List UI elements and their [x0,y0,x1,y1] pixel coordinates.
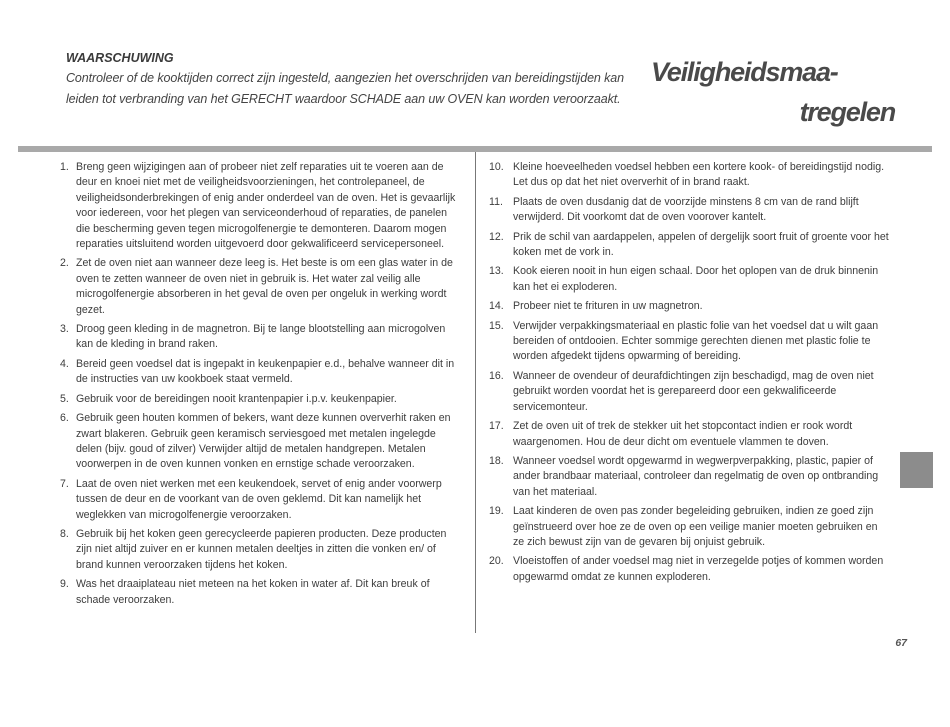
item-number: 16. [489,369,504,382]
list-item [60,322,464,353]
item-text: Zet de oven uit of trek de stekker uit het stopcontact indien er rook wordt waargenomen. Hou de deur dicht om eventuele vlammen te doven. [513,420,853,448]
column-divider [475,152,476,633]
list-item [489,419,889,450]
item-text: Verwijder verpakkingsmateriaal en plastic folie van het voedsel dat u wilt gaan bereiden of ontdooien. Echter sommige gerechten dienen met plastic folie te worden afgedekt tijdens opwarming of bereiding. [513,319,879,363]
item-text: Vloeistoffen of ander voedsel mag niet in verzegelde potjes of kommen worden opgewarmd omdat ze kunnen exploderen. [513,555,884,583]
item-text: Wanneer voedsel wordt opgewarmd in wegwerpverpakking, plastic, papier of ander brandbaar materiaal, controleer dan regelmatig de oven op ontbranding van het materiaal. [513,454,879,498]
item-text: Zet de oven niet aan wanneer deze leeg is. Het beste is om een glas water in de oven te zetten wanneer de oven niet in gebruik is. Het water zal veilig alle microgolfenergie absorberen in het geval de oven per ongeluk in werking wordt gezet. [76,257,453,316]
list-item [60,411,464,473]
item-number: 15. [489,319,504,332]
item-number: 4. [60,357,69,370]
list-item [489,319,889,365]
item-number: 3. [60,323,69,336]
item-text: Gebruik geen houten kommen of bekers, want deze kunnen oververhit raken en zwart blakeren. Gebruik geen keramisch serviesgoed met metalen ingelegde delen (bijv. goud of zilver) Verwijder altijd de metalen handgrepen. Metalen voorwerpen in de oven kunnen vonken en ernstige schade veroorzaken. [76,412,451,471]
list-item [60,527,464,573]
item-number: 13. [489,265,504,278]
item-number: 11. [489,195,503,208]
list-item [60,392,464,407]
item-text: Wanneer de ovendeur of deurafdichtingen zijn beschadigd, mag de oven niet gebruikt worden voordat het is gerepareerd door een gekwalificeerde servicemonteur. [513,369,874,413]
item-number: 18. [489,454,504,467]
list-item [489,369,889,415]
list-item [60,160,464,252]
item-text: Was het draaiplateau niet meteen na het koken in water af. Dit kan breuk of schade veroorzaken. [76,578,430,606]
list-item [60,477,464,523]
list-item [60,577,464,608]
item-text: Kleine hoeveelheden voedsel hebben een kortere kook- of bereidingstijd nodig. Let dus op dat het niet oververhit of in brand raakt. [513,161,885,189]
item-number: 1. [60,161,69,173]
list-item [489,160,889,191]
list-item [489,195,889,226]
item-number: 17. [489,420,504,433]
item-text: Probeer niet te frituren in uw magnetron. [513,300,703,313]
warning-block [66,50,646,110]
section-title-line2: tregelen [799,97,895,127]
item-text: Laat kinderen de oven pas zonder begeleiding gebruiken, indien ze goed zijn geïnstrueerd over hoe ze de oven op een veilige manier moeten gebruiken en ze zich bewust zijn van de gevaren bij onjuist gebruik. [513,505,878,548]
list-item [489,230,889,261]
list-item [489,554,889,585]
item-text: Breng geen wijzigingen aan of probeer niet zelf reparaties uit te voeren aan de deur en knoei niet met de veiligheidsvoorzieningen, het controlepaneel, de veiligheidsonderbrekingen of enig ander onderdeel van de oven. Het is gevaarlijk voor iedereen, voor het plegen van serviceonderhoud of reparaties, de panelen die bescherming geven tegen microgolfenergie te demonteren. Daarom mogen reparaties uitsluitend worden uitgevoerd door gekwalificeerd servicepersoneel. [76,161,456,251]
list-item [489,454,889,500]
item-text: Gebruik bij het koken geen gerecycleerde papieren producten. Deze producten zijn niet altijd zuiver en er kunnen metalen deeltjes in zitten die vonken en/ of brand kunnen veroorzaken tijdens het koken. [76,527,447,571]
section-tab-marker [900,452,933,488]
item-text: Bereid geen voedsel dat is ingepakt in keukenpapier e.d., behalve wanneer dit in de instructies van uw kookboek staat vermeld. [76,357,455,386]
section-title [645,52,895,132]
safety-list-left [60,160,464,612]
list-item [489,299,889,314]
item-text: Kook eieren nooit in hun eigen schaal. Door het oplopen van de druk binnenin kan het ei exploderen. [513,265,879,293]
page-number: 67 [895,637,907,649]
item-number: 10. [489,161,504,173]
section-title-line1: Veiligheidsmaa- [651,57,838,87]
safety-list-right [489,160,889,589]
item-text: Droog geen kleding in de magnetron. Bij te lange blootstelling aan microgolven kan de kleding in brand raken. [76,323,446,351]
warning-text: Controleer of de kooktijden correct zijn ingesteld, aangezien het overschrijden van bereidingstijden kan leiden tot verbranding van het GERECHT waardoor SCHADE aan uw OVEN kan worden veroorzaakt. [66,71,624,106]
list-item [489,504,889,550]
item-text: Laat de oven niet werken met een keukendoek, servet of enig ander voorwerp tussen de deur en de voorkant van de oven geklemd. Dit kan namelijk het weglekken van microgolfenergie veroorzaken. [76,477,442,521]
item-number: 19. [489,505,504,518]
item-text: Gebruik voor de bereidingen nooit krantenpapier i.p.v. keukenpapier. [76,392,397,405]
item-number: 9. [60,578,69,591]
item-number: 12. [489,230,504,243]
item-text: Plaats de oven dusdanig dat de voorzijde minstens 8 cm van de rand blijft verwijderd. Dit voorkomt dat de oven voorover kantelt. [513,195,859,224]
item-number: 14. [489,300,504,313]
item-number: 5. [60,392,69,405]
item-text: Prik de schil van aardappelen, appelen of dergelijk soort fruit of groente voor het koken met de vork in. [513,230,889,259]
list-item [60,357,464,388]
item-number: 7. [60,477,69,490]
warning-title: WAARSCHUWING [66,51,174,65]
list-item [489,264,889,295]
list-item [60,256,464,318]
item-number: 2. [60,257,69,270]
item-number: 6. [60,412,69,425]
item-number: 8. [60,527,69,540]
item-number: 20. [489,555,504,568]
